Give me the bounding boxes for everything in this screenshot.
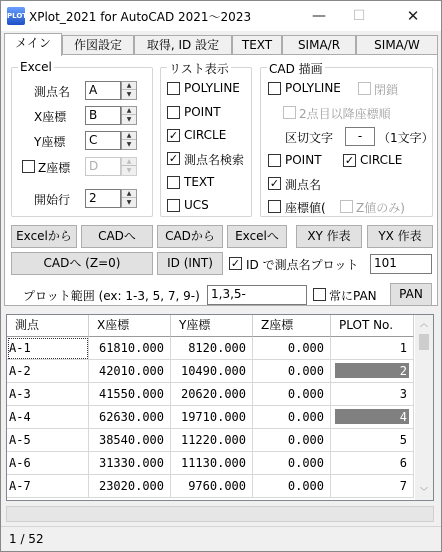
cell-plot-no-highlighted[interactable] <box>331 360 414 383</box>
scroll-up-icon[interactable]: ︿ <box>420 319 428 328</box>
start-row-spinner[interactable] <box>121 189 137 208</box>
spin-up-icon[interactable]: ▲ <box>122 82 136 90</box>
cad-point-name-label: 測点名 <box>285 178 322 192</box>
list-point-label: POINT <box>184 105 221 119</box>
cell-plot-no[interactable] <box>331 383 414 406</box>
x-col-spinner[interactable] <box>121 106 137 125</box>
cad-coord-label: 座標値( <box>285 201 326 215</box>
cell-x[interactable]: 61810.000 <box>89 337 171 360</box>
cad-draw-group <box>260 62 434 217</box>
cad-coord-checkbox[interactable] <box>268 200 281 213</box>
x-col-field[interactable]: B <box>85 106 121 125</box>
cad-circle-label: CIRCLE <box>360 153 403 167</box>
list-circle-label: CIRCLE <box>184 128 227 142</box>
cell-z[interactable]: 0.000 <box>253 475 331 498</box>
list-circle-checkbox[interactable]: ✓ <box>168 129 179 142</box>
yx-plot-button[interactable]: YX 作表 <box>367 225 433 248</box>
col-header-y[interactable]: Y座標 <box>171 315 253 337</box>
list-display-group <box>160 62 252 217</box>
point-name-col-label: 測点名 <box>34 85 71 99</box>
cad-draw-group-title: CAD 描画 <box>269 62 323 76</box>
cell-point[interactable]: A-5 <box>7 429 89 452</box>
cad-z-only-checkbox <box>340 200 353 213</box>
list-ucs-label: UCS <box>184 198 209 212</box>
cell-point[interactable]: A-7 <box>7 475 89 498</box>
start-row-label: 開始行 <box>34 193 71 207</box>
excel-from-button[interactable]: Excelから <box>11 225 77 248</box>
cell-y[interactable]: 20620.000 <box>171 383 253 406</box>
status-bar <box>1 526 441 551</box>
spin-up-icon[interactable]: ▲ <box>122 132 136 140</box>
tab-sima-r[interactable]: SIMA/R <box>282 35 356 55</box>
progress-bar <box>6 506 434 522</box>
plot-no-value: 4 <box>399 410 407 424</box>
plot-no-value: 7 <box>399 479 407 493</box>
cell-z[interactable]: 0.000 <box>253 406 331 429</box>
delimiter-note: （1文字） <box>378 131 434 145</box>
cad-circle-checkbox[interactable]: ✓ <box>344 154 355 167</box>
spin-down-icon[interactable]: ▼ <box>126 141 132 148</box>
cad-closed-checkbox <box>358 82 371 95</box>
app-logo-icon: PLOT <box>7 7 25 25</box>
plot-range-label: プロット範囲 (ex: 1-3, 5, 7, 9-) <box>23 289 200 303</box>
x-col-label: X座標 <box>34 110 67 124</box>
cell-y[interactable]: 10490.000 <box>171 360 253 383</box>
cell-plot-no[interactable] <box>331 429 414 452</box>
always-pan-checkbox[interactable] <box>313 288 326 301</box>
grid-header <box>7 315 414 337</box>
cad-polyline-label: POLYLINE <box>285 81 341 95</box>
cell-x[interactable]: 23020.000 <box>89 475 171 498</box>
title-bar[interactable] <box>1 1 441 31</box>
cell-plot-no[interactable] <box>331 475 414 498</box>
main-tab-panel <box>4 54 438 306</box>
cell-x[interactable]: 42010.000 <box>89 360 171 383</box>
list-point-name-search-label: 測点名検索 <box>184 153 245 167</box>
id-plot-checkbox[interactable]: ✓ <box>230 257 241 270</box>
col-header-plot-no[interactable]: PLOT No. <box>331 315 414 337</box>
col-header-z[interactable]: Z座標 <box>253 315 331 337</box>
cell-point[interactable]: A-4 <box>7 406 89 429</box>
cell-y[interactable]: 9760.000 <box>171 475 253 498</box>
excel-to-button[interactable]: Excelへ <box>227 225 287 248</box>
cell-x[interactable]: 31330.000 <box>89 452 171 475</box>
excel-group-title: Excel <box>20 60 52 74</box>
point-data-grid[interactable] <box>6 314 434 501</box>
table-row[interactable] <box>7 452 414 475</box>
cad-from-button[interactable]: CADから <box>157 225 223 248</box>
record-position-status: 1 / 52 <box>9 532 44 546</box>
pan-button[interactable]: PAN <box>390 283 432 306</box>
grid-vertical-scrollbar[interactable] <box>415 315 433 500</box>
cell-point[interactable]: A-6 <box>7 452 89 475</box>
col-header-x[interactable]: X座標 <box>89 315 171 337</box>
list-point-name-search-checkbox[interactable]: ✓ <box>168 152 179 165</box>
table-row[interactable] <box>7 429 414 452</box>
list-polyline-checkbox[interactable] <box>167 82 180 95</box>
delimiter-field[interactable]: - <box>345 127 375 146</box>
list-point-checkbox[interactable] <box>167 106 180 119</box>
plot-highlight-bar <box>335 409 409 424</box>
cell-point[interactable]: A-2 <box>7 360 89 383</box>
spin-down-icon[interactable]: ▼ <box>126 91 132 98</box>
cad-point-name-checkbox[interactable]: ✓ <box>269 177 280 190</box>
excel-group <box>11 60 153 217</box>
spin-up-icon: ▲ <box>122 158 136 166</box>
xy-plot-button[interactable]: XY 作表 <box>296 225 362 248</box>
z-col-checkbox[interactable] <box>22 160 35 173</box>
cell-z[interactable]: 0.000 <box>253 360 331 383</box>
list-text-label: TEXT <box>184 175 215 189</box>
cad-point-checkbox[interactable] <box>268 154 281 167</box>
point-name-col-field[interactable]: A <box>85 81 121 100</box>
z-col-spinner <box>121 157 137 176</box>
z-col-field: D <box>85 157 121 176</box>
tab-get-id-settings[interactable]: 取得, ID 設定 <box>134 35 232 55</box>
tab-drawing-settings[interactable]: 作図設定 <box>62 35 134 55</box>
spin-down-icon[interactable]: ▼ <box>126 116 132 123</box>
cad-closed-label: 閉鎖 <box>374 83 399 97</box>
cell-z[interactable]: 0.000 <box>253 337 331 360</box>
start-row-field[interactable]: 2 <box>85 189 121 208</box>
plot-no-value: 6 <box>399 456 407 470</box>
cad-second-point-checkbox <box>283 106 296 119</box>
cad-to-z0-button[interactable]: CADへ (Z=0) <box>11 252 153 275</box>
id-plot-start-field[interactable]: 101 <box>370 254 432 274</box>
list-text-checkbox[interactable] <box>167 176 180 189</box>
point-name-col-spinner[interactable] <box>121 81 137 100</box>
cell-plot-no[interactable] <box>331 337 414 360</box>
always-pan-label: 常にPAN <box>329 289 377 303</box>
list-ucs-checkbox[interactable] <box>167 199 180 212</box>
cad-point-label: POINT <box>285 153 322 167</box>
cad-polyline-checkbox[interactable] <box>268 82 281 95</box>
cell-point[interactable]: A-3 <box>7 383 89 406</box>
list-display-group-title: リスト表示 <box>169 62 229 76</box>
cell-x[interactable]: 41550.000 <box>89 383 171 406</box>
id-plot-label: ID で測点名プロット <box>246 258 359 272</box>
table-row[interactable] <box>7 406 414 429</box>
scroll-down-icon[interactable]: ﹀ <box>420 487 428 496</box>
plot-range-field[interactable]: 1,3,5- <box>207 285 307 305</box>
table-row[interactable] <box>7 337 414 360</box>
z-col-label: Z座標 <box>38 161 71 175</box>
tab-strip <box>4 33 438 55</box>
cell-y[interactable]: 11130.000 <box>171 452 253 475</box>
cell-x[interactable]: 62630.000 <box>89 406 171 429</box>
cad-second-point-label: 2点目以降座標順 <box>299 107 391 121</box>
table-row[interactable] <box>7 383 414 406</box>
cell-z[interactable]: 0.000 <box>253 429 331 452</box>
y-col-spinner[interactable] <box>121 131 137 150</box>
cell-y[interactable]: 11220.000 <box>171 429 253 452</box>
cell-y[interactable]: 8120.000 <box>171 337 253 360</box>
plot-highlight-bar <box>335 363 409 378</box>
close-button[interactable]: ✕ <box>406 7 420 25</box>
cad-z-only-label: Z値のみ) <box>356 201 405 215</box>
cell-z[interactable]: 0.000 <box>253 452 331 475</box>
delimiter-label: 区切文字 <box>285 131 334 145</box>
cell-y[interactable]: 19710.000 <box>171 406 253 429</box>
tab-sima-w[interactable]: SIMA/W <box>356 35 438 55</box>
plot-no-value: 5 <box>399 433 407 447</box>
id-int-button[interactable]: ID (INT) <box>157 252 223 275</box>
cell-z[interactable]: 0.000 <box>253 383 331 406</box>
y-col-field[interactable]: C <box>85 131 121 150</box>
plot-no-value: 1 <box>399 341 407 355</box>
spin-up-icon[interactable]: ▲ <box>122 190 136 198</box>
spin-down-icon: ▼ <box>126 167 132 174</box>
cell-plot-no-highlighted[interactable] <box>331 406 414 429</box>
scroll-thumb[interactable] <box>419 334 429 350</box>
cell-x[interactable]: 38540.000 <box>89 429 171 452</box>
table-row[interactable] <box>7 360 414 383</box>
list-polyline-label: POLYLINE <box>184 81 240 95</box>
window-title: XPlot_2021 for AutoCAD 2021～2023 <box>29 10 252 24</box>
minimize-button[interactable]: — <box>312 8 326 24</box>
table-row[interactable] <box>7 475 414 498</box>
tab-main[interactable]: メイン <box>4 33 62 56</box>
plot-no-value: 3 <box>399 387 407 401</box>
maximize-button: ☐ <box>352 8 366 24</box>
cad-to-button[interactable]: CADへ <box>81 225 153 248</box>
tab-text[interactable]: TEXT <box>232 35 282 55</box>
col-header-point[interactable]: 測点 <box>7 315 89 337</box>
y-col-label: Y座標 <box>34 135 66 149</box>
spin-up-icon[interactable]: ▲ <box>122 107 136 115</box>
plot-no-value: 2 <box>399 364 407 378</box>
spin-down-icon[interactable]: ▼ <box>126 199 132 206</box>
cell-plot-no[interactable] <box>331 452 414 475</box>
cell-point[interactable]: A-1 <box>7 337 89 360</box>
